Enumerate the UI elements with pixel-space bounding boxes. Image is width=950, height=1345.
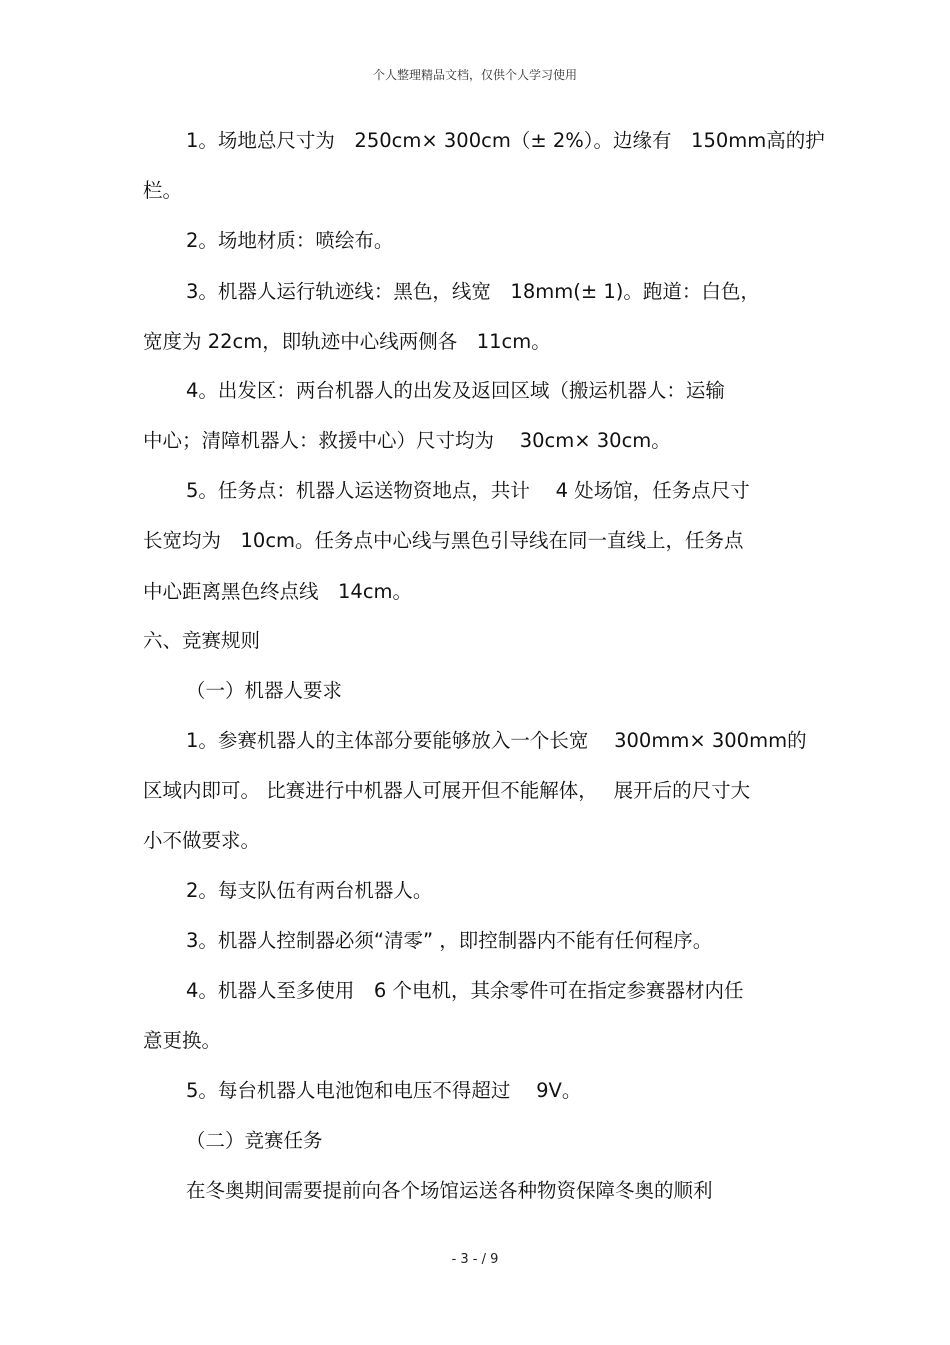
text-line: 2。场地材质：喷绘布。 [186, 229, 394, 252]
subsection-heading: （一）机器人要求 [186, 679, 343, 702]
text-line: 栏。 [143, 179, 183, 202]
text-line: 5。每台机器人电池饱和电压不得超过 9V。 [186, 1079, 582, 1102]
text-line: 区域内即可。 比赛进行中机器人可展开但不能解体， 展开后的尺寸大 [143, 779, 751, 802]
text-line: 2。每支队伍有两台机器人。 [186, 879, 433, 902]
text-line: 1。场地总尺寸为 250cm× 300cm（± 2%）。边缘有 150mm高的护 [186, 129, 825, 152]
section-heading: 六、竞赛规则 [143, 629, 261, 652]
text-line: 3。机器人运行轨迹线：黑色，线宽 18mm(± 1)。跑道：白色， [186, 280, 760, 303]
text-line: 意更换。 [143, 1029, 222, 1052]
text-line: 3。机器人控制器必须“清零” ，即控制器内不能有任何程序。 [186, 929, 713, 952]
text-line: 4。出发区：两台机器人的出发及返回区域（搬运机器人：运输 [186, 379, 725, 402]
text-line: 中心距离黑色终点线 14cm。 [143, 580, 413, 603]
subsection-heading: （二）竞赛任务 [186, 1129, 323, 1152]
text-line: 4。机器人至多使用 6 个电机，其余零件可在指定参赛器材内任 [186, 979, 744, 1002]
page-number: - 3 - / 9 [451, 1252, 499, 1267]
text-line: 中心；清障机器人：救援中心）尺寸均为 30cm× 30cm。 [143, 429, 671, 452]
text-line: 1。参赛机器人的主体部分要能够放入一个长宽 300mm× 300mm的 [186, 729, 807, 752]
text-line: 5。任务点：机器人运送物资地点，共计 4 处场馆，任务点尺寸 [186, 479, 750, 502]
text-line: 宽度为 22cm，即轨迹中心线两侧各 11cm。 [143, 330, 551, 353]
page-header: 个人整理精品文档，仅供个人学习使用 [372, 68, 577, 82]
text-line: 小不做要求。 [143, 829, 261, 852]
text-line: 长宽均为 10cm。任务点中心线与黑色引导线在同一直线上，任务点 [143, 529, 744, 552]
text-line: 在冬奥期间需要提前向各个场馆运送各种物资保障冬奥的顺利 [186, 1179, 713, 1202]
